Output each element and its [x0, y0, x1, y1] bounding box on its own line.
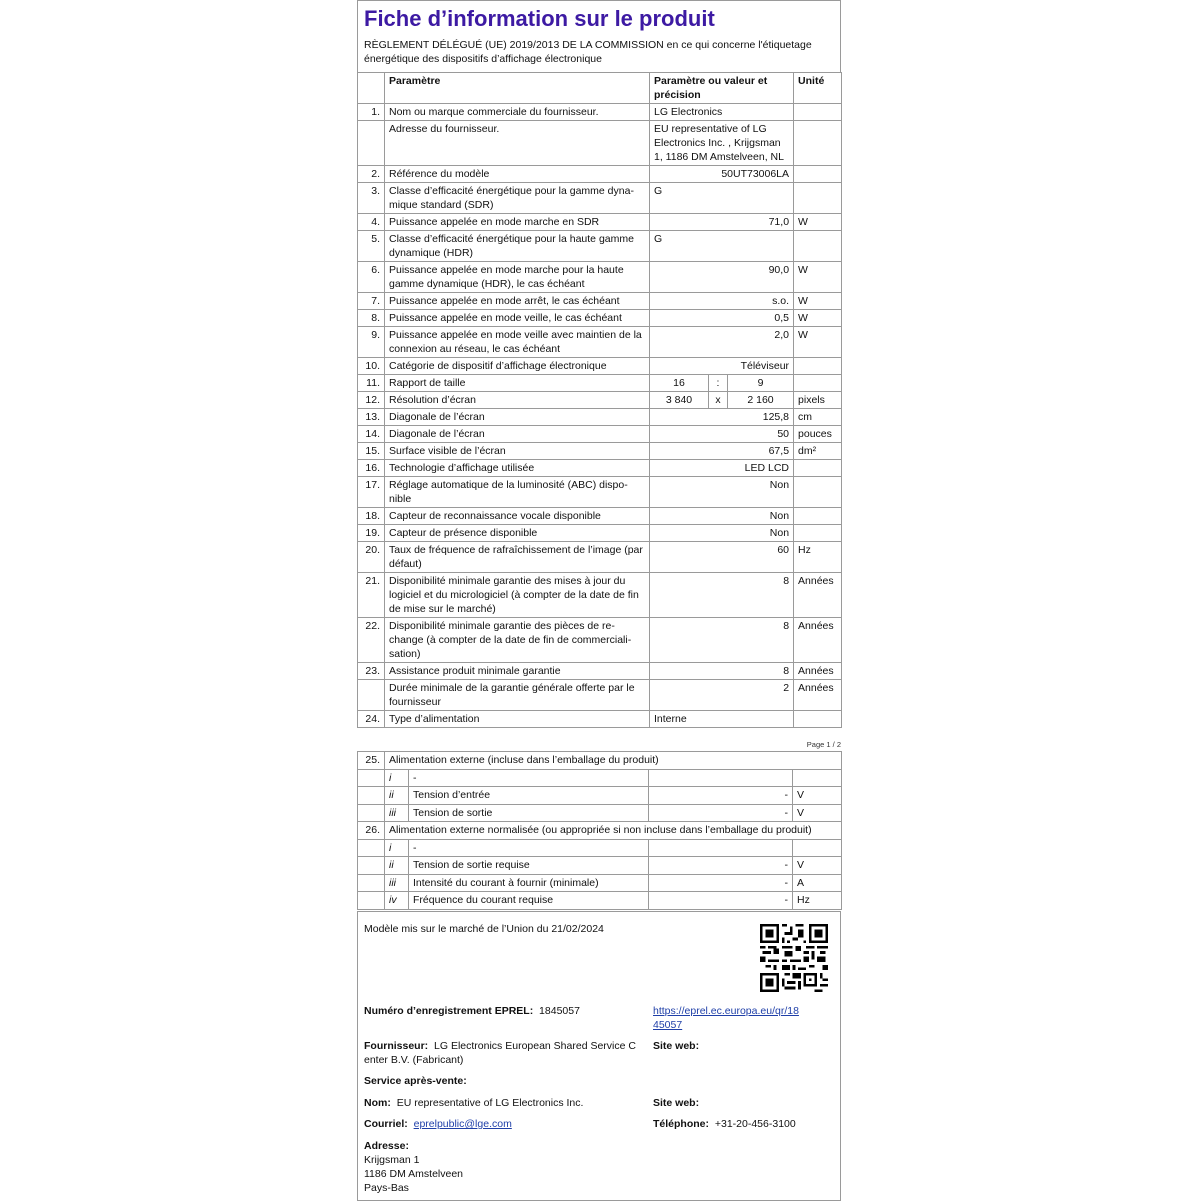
eprel-number: 1845057 — [539, 1005, 580, 1017]
header-param: Paramètre — [385, 73, 650, 104]
table-row — [358, 104, 842, 121]
item-value: - — [649, 874, 793, 892]
address-line-2: 1186 DM Amstelveen — [364, 1168, 464, 1180]
power-supply-table — [357, 751, 842, 910]
row-unit: W — [794, 293, 842, 310]
row-value: G — [650, 231, 794, 262]
table-row — [358, 525, 842, 542]
page-title: Fiche d’information sur le produit — [364, 6, 715, 31]
service-website — [653, 1096, 699, 1110]
row-number: 8. — [358, 310, 385, 327]
row-value: Non — [650, 508, 794, 525]
section-item-row — [358, 874, 842, 892]
service-name — [364, 1096, 583, 1110]
row-parameter: Capteur de présence disponible — [385, 525, 650, 542]
row-parameter: Capteur de reconnaissance vocale disponible — [385, 508, 650, 525]
parameter-table — [357, 72, 842, 728]
mail-label: Courriel: — [364, 1118, 408, 1130]
row-number: 12. — [358, 392, 385, 409]
row-value: LED LCD — [650, 460, 794, 477]
item-roman: i — [385, 769, 409, 787]
row-number: 15. — [358, 443, 385, 460]
row-value-separator: : — [709, 375, 728, 392]
row-unit — [794, 121, 842, 166]
sheet-header — [357, 0, 841, 72]
section-item-row — [358, 769, 842, 787]
row-number: 19. — [358, 525, 385, 542]
row-value: 90,0 — [650, 262, 794, 293]
row-parameter: Diagonale de l’écran — [385, 426, 650, 443]
product-info-sheet — [357, 0, 841, 728]
table-row — [358, 711, 842, 728]
item-label: Tension d’entrée — [409, 787, 649, 805]
row-unit: Années — [794, 618, 842, 663]
header-unit: Unité — [794, 73, 842, 104]
row-number: 6. — [358, 262, 385, 293]
row-parameter: Diagonale de l’écran — [385, 409, 650, 426]
item-spacer — [358, 892, 385, 910]
eprel-url-line-2[interactable]: 45057 — [653, 1019, 683, 1031]
row-number: 7. — [358, 293, 385, 310]
after-sales-heading — [364, 1074, 467, 1088]
market-date: Modèle mis sur le marché de l’Union du 21/02/2024 — [364, 923, 604, 935]
section-title: Alimentation externe normalisée (ou appropriée si non incluse dans l’emballage du produit) — [385, 822, 842, 840]
item-spacer — [358, 804, 385, 822]
table-row — [358, 663, 842, 680]
item-label: Tension de sortie — [409, 804, 649, 822]
eprel-link[interactable] — [653, 1004, 799, 1032]
item-value — [649, 769, 793, 787]
table-row — [358, 310, 842, 327]
table-row — [358, 121, 842, 166]
item-value: - — [649, 892, 793, 910]
row-value: 8 — [650, 618, 794, 663]
item-unit: A — [793, 874, 842, 892]
item-value: - — [649, 857, 793, 875]
table-body — [358, 104, 842, 728]
row-parameter: Puissance appelée en mode marche en SDR — [385, 214, 650, 231]
row-value: 0,5 — [650, 310, 794, 327]
eprel-url-line-1[interactable]: https://eprel.ec.europa.eu/qr/18 — [653, 1005, 799, 1017]
item-value: - — [649, 787, 793, 805]
row-value: 50 — [650, 426, 794, 443]
row-unit — [794, 104, 842, 121]
supplier-line-2: enter B.V. (Fabricant) — [364, 1054, 464, 1066]
row-parameter: Résolution d’écran — [385, 392, 650, 409]
row-unit: cm — [794, 409, 842, 426]
row-unit: W — [794, 262, 842, 293]
item-label: Fréquence du courant requise — [409, 892, 649, 910]
section-item-row — [358, 892, 842, 910]
row-value: 50UT73006LA — [650, 166, 794, 183]
row-unit — [794, 460, 842, 477]
table-row — [358, 262, 842, 293]
section-item-row — [358, 787, 842, 805]
address-line-1: Krijgsman 1 — [364, 1154, 420, 1166]
item-spacer — [358, 857, 385, 875]
name-label: Nom: — [364, 1097, 391, 1109]
row-value: 2,0 — [650, 327, 794, 358]
item-label: - — [409, 769, 649, 787]
row-parameter: Classe d’efficacité énergétique pour la haute gamme dynamique (HDR) — [385, 231, 650, 262]
row-parameter: Adresse du fournisseur. — [385, 121, 650, 166]
row-unit — [794, 525, 842, 542]
row-parameter: Taux de fréquence de rafraîchissement de l’image (par défaut) — [385, 542, 650, 573]
row-number: 14. — [358, 426, 385, 443]
section-title-row — [358, 752, 842, 770]
supplier-block — [364, 1039, 636, 1067]
row-value-b: 9 — [728, 375, 794, 392]
table-row — [358, 443, 842, 460]
row-number: 20. — [358, 542, 385, 573]
item-spacer — [358, 874, 385, 892]
row-unit — [794, 711, 842, 728]
row-parameter: Disponibilité minimale garantie des pièces de re-change (à compter de la date de fin de commerciali-sation) — [385, 618, 650, 663]
item-roman: iv — [385, 892, 409, 910]
row-number: 16. — [358, 460, 385, 477]
row-number: 22. — [358, 618, 385, 663]
table-row — [358, 166, 842, 183]
row-unit: Années — [794, 680, 842, 711]
row-unit: W — [794, 327, 842, 358]
row-value: G — [650, 183, 794, 214]
row-unit — [794, 477, 842, 508]
section-title: Alimentation externe (incluse dans l’emballage du produit) — [385, 752, 842, 770]
section-number: 26. — [358, 822, 385, 840]
row-parameter: Durée minimale de la garantie générale offerte par le fournisseur — [385, 680, 650, 711]
table-row — [358, 392, 842, 409]
section-title-row — [358, 822, 842, 840]
item-label: Tension de sortie requise — [409, 857, 649, 875]
item-roman: iii — [385, 804, 409, 822]
row-unit: W — [794, 214, 842, 231]
row-value-separator: x — [709, 392, 728, 409]
row-unit — [794, 231, 842, 262]
section-item-row — [358, 804, 842, 822]
supplier-website — [653, 1039, 699, 1053]
row-value-b: 2 160 — [728, 392, 794, 409]
row-unit: pixels — [794, 392, 842, 409]
row-parameter: Classe d’efficacité énergétique pour la gamme dyna-mique standard (SDR) — [385, 183, 650, 214]
row-unit: dm² — [794, 443, 842, 460]
mail-link[interactable]: eprelpublic@lge.com — [413, 1118, 512, 1130]
item-unit: V — [793, 857, 842, 875]
row-parameter: Technologie d’affichage utilisée — [385, 460, 650, 477]
item-unit: Hz — [793, 892, 842, 910]
row-parameter: Assistance produit minimale garantie — [385, 663, 650, 680]
row-number: 4. — [358, 214, 385, 231]
service-mail — [364, 1117, 512, 1131]
row-parameter: Disponibilité minimale garantie des mises à jour du logiciel et du micrologiciel (à compter de la date de fin de mise sur le marché) — [385, 573, 650, 618]
row-parameter: Type d’alimentation — [385, 711, 650, 728]
row-value: 8 — [650, 663, 794, 680]
table-header-row — [358, 73, 842, 104]
row-parameter: Puissance appelée en mode marche pour la haute gamme dynamique (HDR), le cas échéant — [385, 262, 650, 293]
row-unit — [794, 508, 842, 525]
row-number: 1. — [358, 104, 385, 121]
row-value: 8 — [650, 573, 794, 618]
row-number: 10. — [358, 358, 385, 375]
header-num — [358, 73, 385, 104]
item-unit: V — [793, 804, 842, 822]
power-supply-section — [357, 751, 841, 910]
phone-label: Téléphone: — [653, 1118, 710, 1130]
row-value: 60 — [650, 542, 794, 573]
supplier-label: Fournisseur: — [364, 1040, 429, 1052]
table-row — [358, 327, 842, 358]
row-value-a: 16 — [650, 375, 709, 392]
row-value: EU representative of LG Electronics Inc. , Krijgsman 1, 1186 DM Amstelveen, NL — [650, 121, 794, 166]
row-parameter: Catégorie de dispositif d’affichage électronique — [385, 358, 650, 375]
section-number: 25. — [358, 752, 385, 770]
row-unit: Années — [794, 573, 842, 618]
row-value: 2 — [650, 680, 794, 711]
item-roman: ii — [385, 857, 409, 875]
item-roman: ii — [385, 787, 409, 805]
table-row — [358, 375, 842, 392]
row-value: LG Electronics — [650, 104, 794, 121]
item-value: - — [649, 804, 793, 822]
website-label: Site web: — [653, 1040, 700, 1052]
item-unit: V — [793, 787, 842, 805]
table-row — [358, 231, 842, 262]
row-value: 67,5 — [650, 443, 794, 460]
item-spacer — [358, 839, 385, 857]
name-value: EU representative of LG Electronics Inc. — [396, 1097, 584, 1109]
website2-label: Site web: — [653, 1097, 700, 1109]
row-number: 23. — [358, 663, 385, 680]
table-row — [358, 409, 842, 426]
row-number: 11. — [358, 375, 385, 392]
row-unit: Années — [794, 663, 842, 680]
qr-code-icon[interactable] — [760, 924, 828, 992]
row-parameter: Référence du modèle — [385, 166, 650, 183]
row-unit — [794, 375, 842, 392]
item-label: Intensité du courant à fournir (minimale) — [409, 874, 649, 892]
table-row — [358, 573, 842, 618]
table-row — [358, 214, 842, 231]
table-row — [358, 618, 842, 663]
row-number — [358, 121, 385, 166]
row-number: 24. — [358, 711, 385, 728]
row-unit: pouces — [794, 426, 842, 443]
table-row — [358, 508, 842, 525]
page-number: Page 1 / 2 — [806, 740, 841, 749]
row-number: 18. — [358, 508, 385, 525]
row-value: Non — [650, 477, 794, 508]
row-number: 21. — [358, 573, 385, 618]
table-row — [358, 183, 842, 214]
phone-value: +31-20-456-3100 — [714, 1118, 796, 1130]
row-number: 9. — [358, 327, 385, 358]
row-number: 17. — [358, 477, 385, 508]
service-address — [364, 1139, 463, 1195]
row-number: 13. — [358, 409, 385, 426]
table-row — [358, 358, 842, 375]
item-unit — [793, 769, 842, 787]
row-number: 2. — [358, 166, 385, 183]
table-row — [358, 542, 842, 573]
row-unit — [794, 183, 842, 214]
item-label: - — [409, 839, 649, 857]
supplier-line-1: LG Electronics European Shared Service C — [434, 1040, 636, 1052]
section-item-row — [358, 857, 842, 875]
table-row — [358, 293, 842, 310]
row-unit — [794, 166, 842, 183]
row-parameter: Puissance appelée en mode veille, le cas échéant — [385, 310, 650, 327]
item-value — [649, 839, 793, 857]
row-value: Téléviseur — [650, 358, 794, 375]
row-value: Interne — [650, 711, 794, 728]
item-spacer — [358, 769, 385, 787]
header-value: Paramètre ou valeur et précision — [650, 73, 794, 104]
eprel-registration — [364, 1004, 580, 1018]
row-parameter: Puissance appelée en mode veille avec maintien de la connexion au réseau, le cas échéant — [385, 327, 650, 358]
eprel-label: Numéro d’enregistrement EPREL: — [364, 1005, 534, 1017]
address-label: Adresse: — [364, 1140, 409, 1152]
item-roman: i — [385, 839, 409, 857]
row-parameter: Surface visible de l’écran — [385, 443, 650, 460]
address-line-3: Pays-Bas — [364, 1182, 409, 1194]
section-item-row — [358, 839, 842, 857]
row-number — [358, 680, 385, 711]
row-value: Non — [650, 525, 794, 542]
service-label: Service après-vente: — [364, 1075, 467, 1087]
regulation-subtitle: RÈGLEMENT DÉLÉGUÉ (UE) 2019/2013 DE LA COMMISSION en ce qui concerne l'étiquetage énergétique des dispositifs d’affichage électronique — [364, 39, 812, 65]
row-value: 71,0 — [650, 214, 794, 231]
table-row — [358, 426, 842, 443]
row-unit: Hz — [794, 542, 842, 573]
service-phone — [653, 1117, 796, 1131]
row-parameter: Nom ou marque commerciale du fournisseur. — [385, 104, 650, 121]
table-row — [358, 477, 842, 508]
row-number: 5. — [358, 231, 385, 262]
row-unit: W — [794, 310, 842, 327]
row-value-a: 3 840 — [650, 392, 709, 409]
eprel-info-box — [357, 911, 841, 1201]
row-parameter: Puissance appelée en mode arrêt, le cas échéant — [385, 293, 650, 310]
row-unit — [794, 358, 842, 375]
item-unit — [793, 839, 842, 857]
item-spacer — [358, 787, 385, 805]
row-value: s.o. — [650, 293, 794, 310]
item-roman: iii — [385, 874, 409, 892]
table-row — [358, 680, 842, 711]
row-parameter: Rapport de taille — [385, 375, 650, 392]
row-number: 3. — [358, 183, 385, 214]
table-row — [358, 460, 842, 477]
row-parameter: Réglage automatique de la luminosité (ABC) dispo-nible — [385, 477, 650, 508]
row-value: 125,8 — [650, 409, 794, 426]
